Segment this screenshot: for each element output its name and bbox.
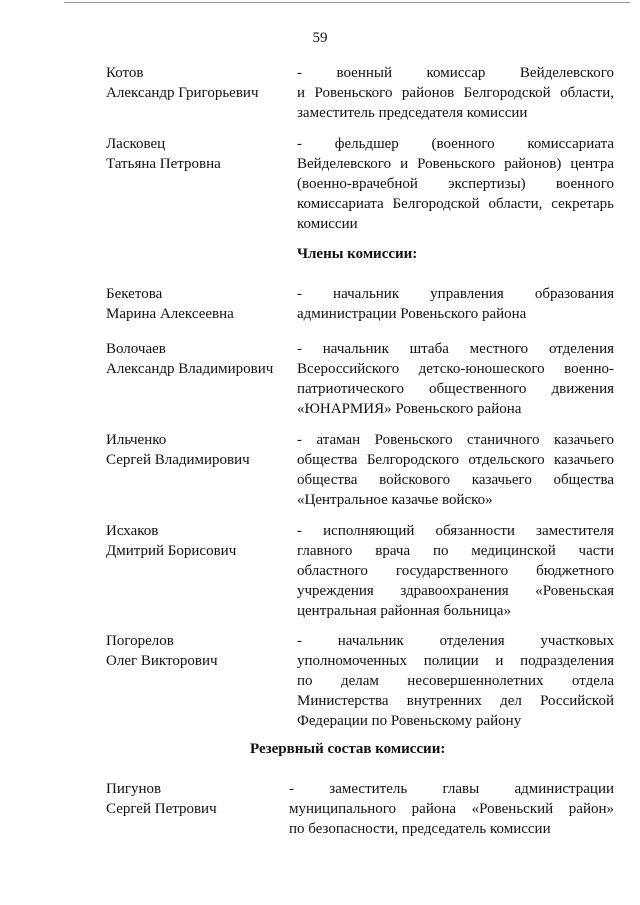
members-section-heading: Члены комиссии: <box>297 246 418 262</box>
role-line: «Центральное казачье войско» <box>297 492 493 508</box>
member-name <box>106 521 236 561</box>
member-given-names: Александр Владимирович <box>106 361 274 377</box>
role-line: - начальник управления образования <box>297 286 614 302</box>
role-line: комиссии <box>297 216 358 232</box>
page-top-edge-line <box>64 2 630 3</box>
member-role <box>297 521 614 621</box>
member-name <box>106 339 273 379</box>
role-line: - начальник штаба местного отделения <box>297 341 614 357</box>
member-given-names: Марина Алексеевна <box>106 306 234 322</box>
reserve-section-heading: Резервный состав комиссии: <box>250 741 446 757</box>
role-line: Всероссийского детско-юношеского военно- <box>297 361 614 377</box>
role-line: Федерации по Ровеньскому району <box>297 713 522 729</box>
member-given-names: Сергей Владимирович <box>106 452 250 468</box>
role-line: - военный комиссар Вейделевского <box>297 65 614 81</box>
member-surname: Погорелов <box>106 633 174 649</box>
role-line: по делам несовершеннолетних отдела <box>297 673 614 689</box>
member-role <box>297 134 614 234</box>
role-line: - фельдшер (военного комиссариата <box>297 136 614 152</box>
role-line: - исполняющий обязанности заместителя <box>297 523 614 539</box>
role-line: областного государственного бюджетного <box>297 563 614 579</box>
member-surname: Бекетова <box>106 286 163 302</box>
member-role <box>297 430 614 510</box>
member-given-names: Дмитрий Борисович <box>106 543 237 559</box>
role-line: Вейделевского и Ровеньского районов) центра <box>297 156 614 172</box>
member-given-names: Сергей Петрович <box>106 801 217 817</box>
member-given-names: Александр Григорьевич <box>106 85 259 101</box>
role-line: патриотического общественного движения <box>297 381 614 397</box>
member-surname: Волочаев <box>106 341 166 357</box>
role-line: «ЮНАРМИЯ» Ровеньского района <box>297 401 522 417</box>
role-line: администрации Ровеньского района <box>297 306 527 322</box>
member-surname: Ласковец <box>106 136 166 152</box>
role-line: заместитель председателя комиссии <box>297 105 528 121</box>
role-line: - заместитель главы администрации <box>289 781 614 797</box>
role-line: центральная районная больница» <box>297 603 511 619</box>
member-role <box>297 63 614 123</box>
member-name <box>106 63 258 103</box>
member-name <box>106 631 218 671</box>
role-line: учреждения здравоохранения «Ровеньская <box>297 583 614 599</box>
role-line: Министерства внутренних дел Российской <box>297 693 614 709</box>
role-line: муниципального района «Ровеньский район» <box>289 801 614 817</box>
member-surname: Пигунов <box>106 781 162 797</box>
role-line: комиссариата Белгородской области, секретарь <box>297 196 614 212</box>
role-line: и Ровеньского районов Белгородской области, <box>297 85 614 101</box>
role-line: уполномоченных полиции и подразделения <box>297 653 614 669</box>
role-line: (военно-врачебной экспертизы) военного <box>297 176 614 192</box>
member-surname: Исхаков <box>106 523 159 539</box>
role-line: общества войскового казачьего общества <box>297 472 614 488</box>
role-line: - атаман Ровеньского станичного казачьего <box>297 432 614 448</box>
page-number: 59 <box>312 30 328 46</box>
member-name <box>106 134 221 174</box>
role-line: главного врача по медицинской части <box>297 543 614 559</box>
member-name <box>106 779 217 819</box>
role-line: - начальник отделения участковых <box>297 633 614 649</box>
member-role <box>289 779 614 839</box>
member-role <box>297 284 614 324</box>
member-role <box>297 631 614 731</box>
member-role <box>297 339 614 419</box>
member-given-names: Татьяна Петровна <box>106 156 221 172</box>
role-line: по безопасности, председатель комиссии <box>289 821 551 837</box>
member-name <box>106 430 250 470</box>
member-surname: Котов <box>106 65 144 81</box>
member-name <box>106 284 234 324</box>
member-surname: Ильченко <box>106 432 167 448</box>
member-given-names: Олег Викторович <box>106 653 218 669</box>
role-line: общества Белгородского отдельского казачьего <box>297 452 614 468</box>
